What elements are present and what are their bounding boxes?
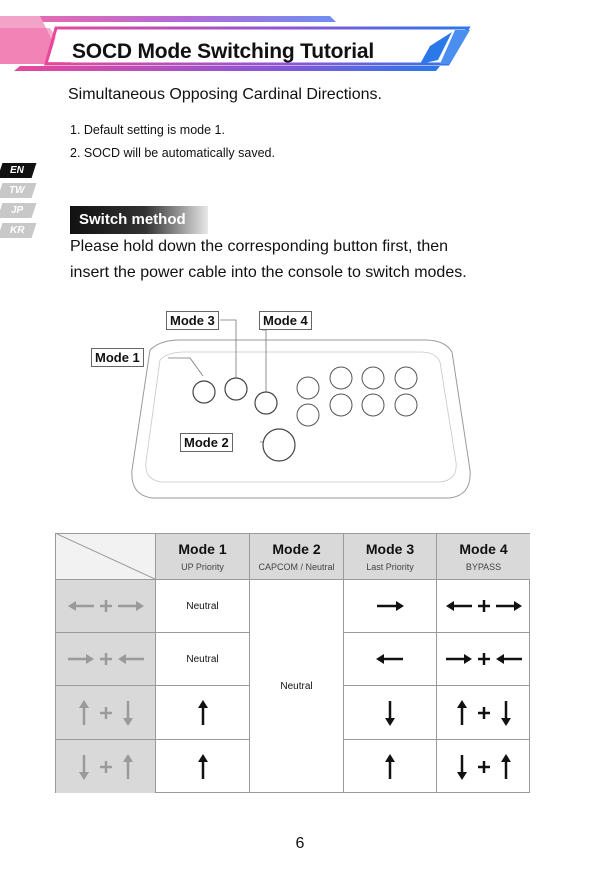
down-arrow-icon xyxy=(383,699,397,727)
row-input-down-up xyxy=(56,740,156,793)
mode3-row2 xyxy=(344,633,437,686)
diagonal-line xyxy=(57,534,155,579)
mode4-row1 xyxy=(437,580,530,633)
switch-method-heading: Switch method xyxy=(70,206,208,234)
mode1-row3 xyxy=(156,686,250,740)
header-mode1: Mode 1 UP Priority xyxy=(156,534,250,580)
right-arrow-icon xyxy=(375,599,405,613)
page-number: 6 xyxy=(295,835,305,852)
mode1-row4 xyxy=(156,740,250,793)
mode2-button xyxy=(263,429,295,461)
lang-tab-kr[interactable]: KR xyxy=(0,223,36,238)
socd-mode-table xyxy=(55,533,530,793)
up-arrow-icon xyxy=(383,753,397,781)
mode3-row3 xyxy=(344,686,437,740)
lang-tab-tw[interactable]: TW xyxy=(0,183,36,198)
page-title: SOCD Mode Switching Tutorial xyxy=(72,40,375,63)
header-mode4: Mode 4 BYPASS xyxy=(437,534,530,580)
table-corner-cell xyxy=(56,534,156,580)
lang-tab-en[interactable]: EN xyxy=(0,163,36,178)
left-arrow-icon xyxy=(375,652,405,666)
mode3-label: Mode 3 xyxy=(166,311,219,330)
title-banner xyxy=(0,8,600,78)
subtitle: Simultaneous Opposing Cardinal Directions. xyxy=(68,86,382,103)
right-plus-left-icon xyxy=(444,649,524,669)
instruction-line-2: insert the power cable into the console to switch modes. xyxy=(70,264,467,281)
up-plus-down-icon xyxy=(66,699,146,727)
mode3-row4 xyxy=(344,740,437,793)
down-plus-up-icon xyxy=(444,753,524,781)
mode4-label: Mode 4 xyxy=(259,311,312,330)
row-input-up-down xyxy=(56,686,156,740)
up-arrow-icon xyxy=(196,699,210,727)
header-mode3: Mode 3 Last Priority xyxy=(344,534,437,580)
row-input-left-right xyxy=(56,580,156,633)
mode1-row2: Neutral xyxy=(156,633,250,686)
up-plus-down-icon xyxy=(444,699,524,727)
controller-diagram xyxy=(0,300,600,510)
mode3-button xyxy=(225,378,247,400)
mode2-label: Mode 2 xyxy=(180,433,233,452)
mode1-row1: Neutral xyxy=(156,580,250,633)
left-plus-right-icon xyxy=(444,596,524,616)
mode4-row4 xyxy=(437,740,530,793)
mode2-merged-cell: Neutral xyxy=(250,580,344,793)
note-2: 2. SOCD will be automatically saved. xyxy=(70,146,275,160)
up-arrow-icon xyxy=(196,753,210,781)
instruction-line-1: Please hold down the corresponding button first, then xyxy=(70,238,449,255)
row-input-right-left xyxy=(56,633,156,686)
down-plus-up-icon xyxy=(66,753,146,781)
right-plus-left-icon xyxy=(66,649,146,669)
lang-tab-jp[interactable]: JP xyxy=(0,203,36,218)
left-plus-right-icon xyxy=(66,596,146,616)
mode4-row3 xyxy=(437,686,530,740)
mode1-button xyxy=(193,381,215,403)
header-mode2: Mode 2 CAPCOM / Neutral xyxy=(250,534,344,580)
mode4-button xyxy=(255,392,277,414)
controller-outline xyxy=(0,300,600,510)
mode3-row1 xyxy=(344,580,437,633)
mode1-label: Mode 1 xyxy=(91,348,144,367)
note-1: 1. Default setting is mode 1. xyxy=(70,123,225,137)
mode4-row2 xyxy=(437,633,530,686)
